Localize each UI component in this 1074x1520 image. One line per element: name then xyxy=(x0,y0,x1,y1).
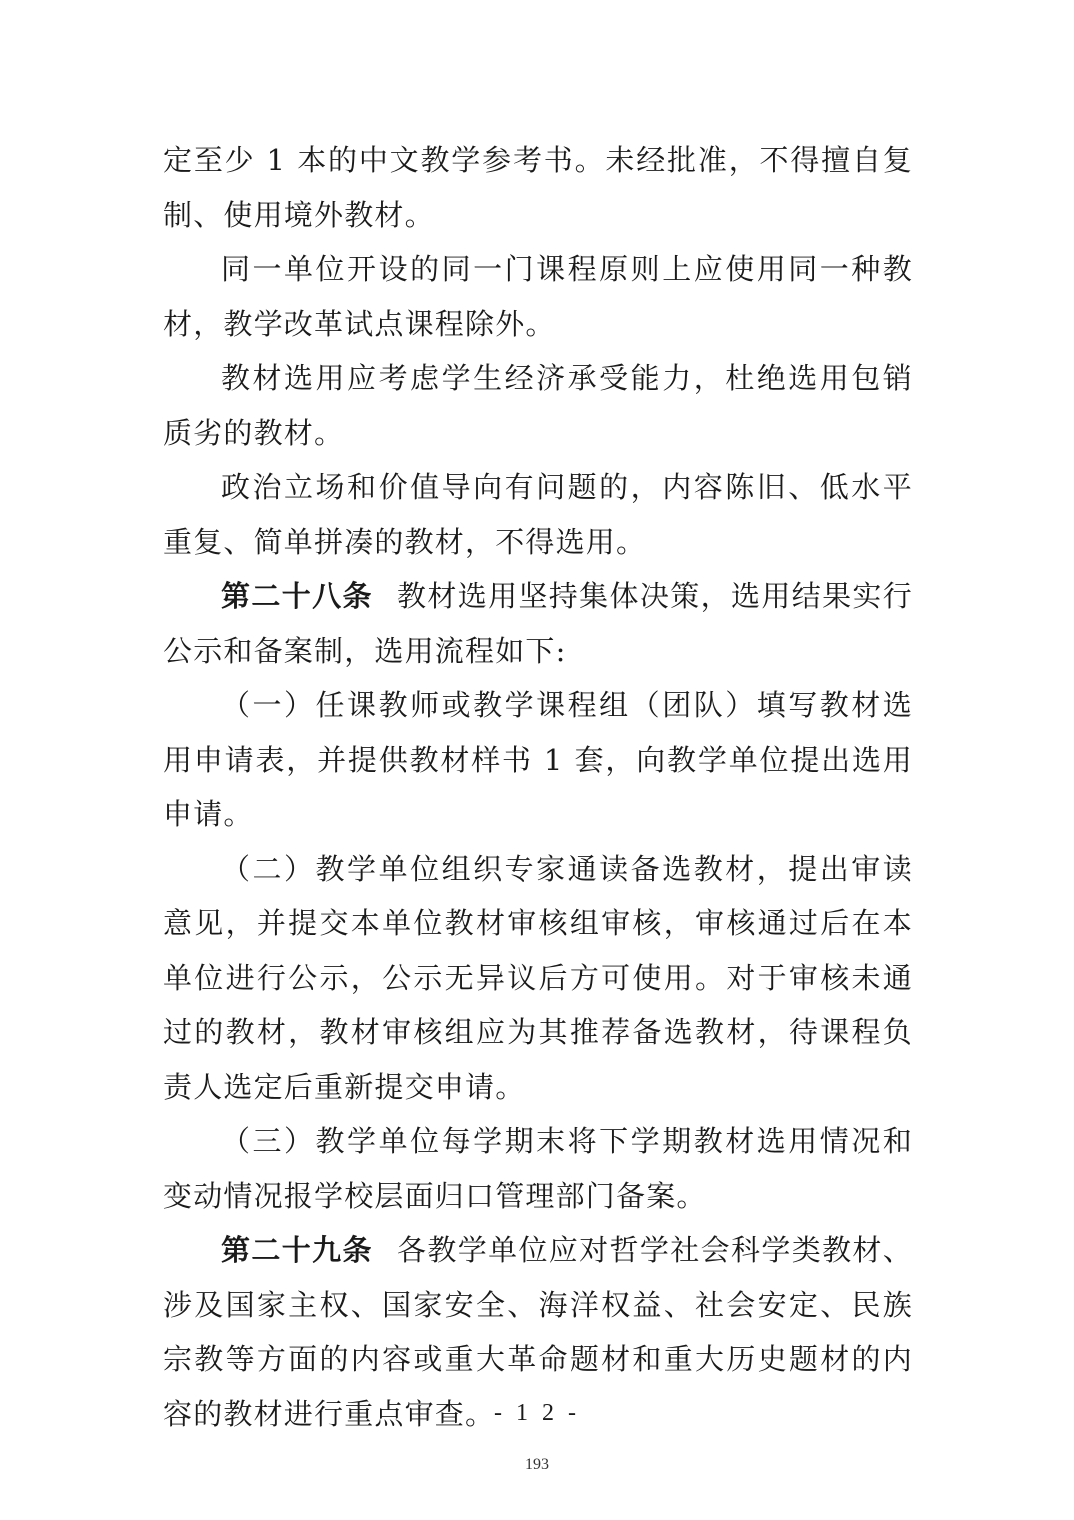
document-number: 193 xyxy=(525,1456,549,1473)
paragraph-continuation: 定至少 1 本的中文教学参考书。未经批准，不得擅自复制、使用境外教材。 xyxy=(163,143,913,232)
page-number: - 1 2 - xyxy=(494,1400,580,1426)
article-28-heading: 第二十八条 xyxy=(221,579,373,613)
procedure-step-2: （二）教学单位组织专家通读备选教材，提出审读意见，并提交本单位教材审核组审核，审核通过后在本单位进行公示，公示无异议后方可使用。对于审核未通过的教材，教材审核组应为其推荐备选教材，待课程负责人选定后重新提交申请。 xyxy=(163,851,913,1104)
article-28 xyxy=(163,569,913,678)
article-29-text: 各教学单位应对哲学社会科学类教材、涉及国家主权、国家安全、海洋权益、社会安定、民族宗教等方面的内容或重大革命题材和重大历史题材的内容的教材进行重点审查。 xyxy=(163,1233,913,1431)
paragraph-same-course-rule: 同一单位开设的同一门课程原则上应使用同一种教材，教学改革试点课程除外。 xyxy=(163,252,913,341)
paragraph-prohibited-materials: 政治立场和价值导向有问题的，内容陈旧、低水平重复、简单拼凑的教材，不得选用。 xyxy=(163,470,913,559)
paragraph-affordability-rule: 教材选用应考虑学生经济承受能力，杜绝选用包销质劣的教材。 xyxy=(163,361,913,450)
article-29-heading: 第二十九条 xyxy=(221,1233,373,1267)
article-28-text: 教材选用坚持集体决策，选用结果实行公示和备案制，选用流程如下: xyxy=(163,579,913,668)
body-text xyxy=(163,133,913,1441)
procedure-step-1: （一）任课教师或教学课程组（团队）填写教材选用申请表，并提供教材样书 1 套，向教学单位提出选用申请。 xyxy=(163,688,913,831)
procedure-step-3: （三）教学单位每学期末将下学期教材选用情况和变动情况报学校层面归口管理部门备案。 xyxy=(163,1124,913,1213)
